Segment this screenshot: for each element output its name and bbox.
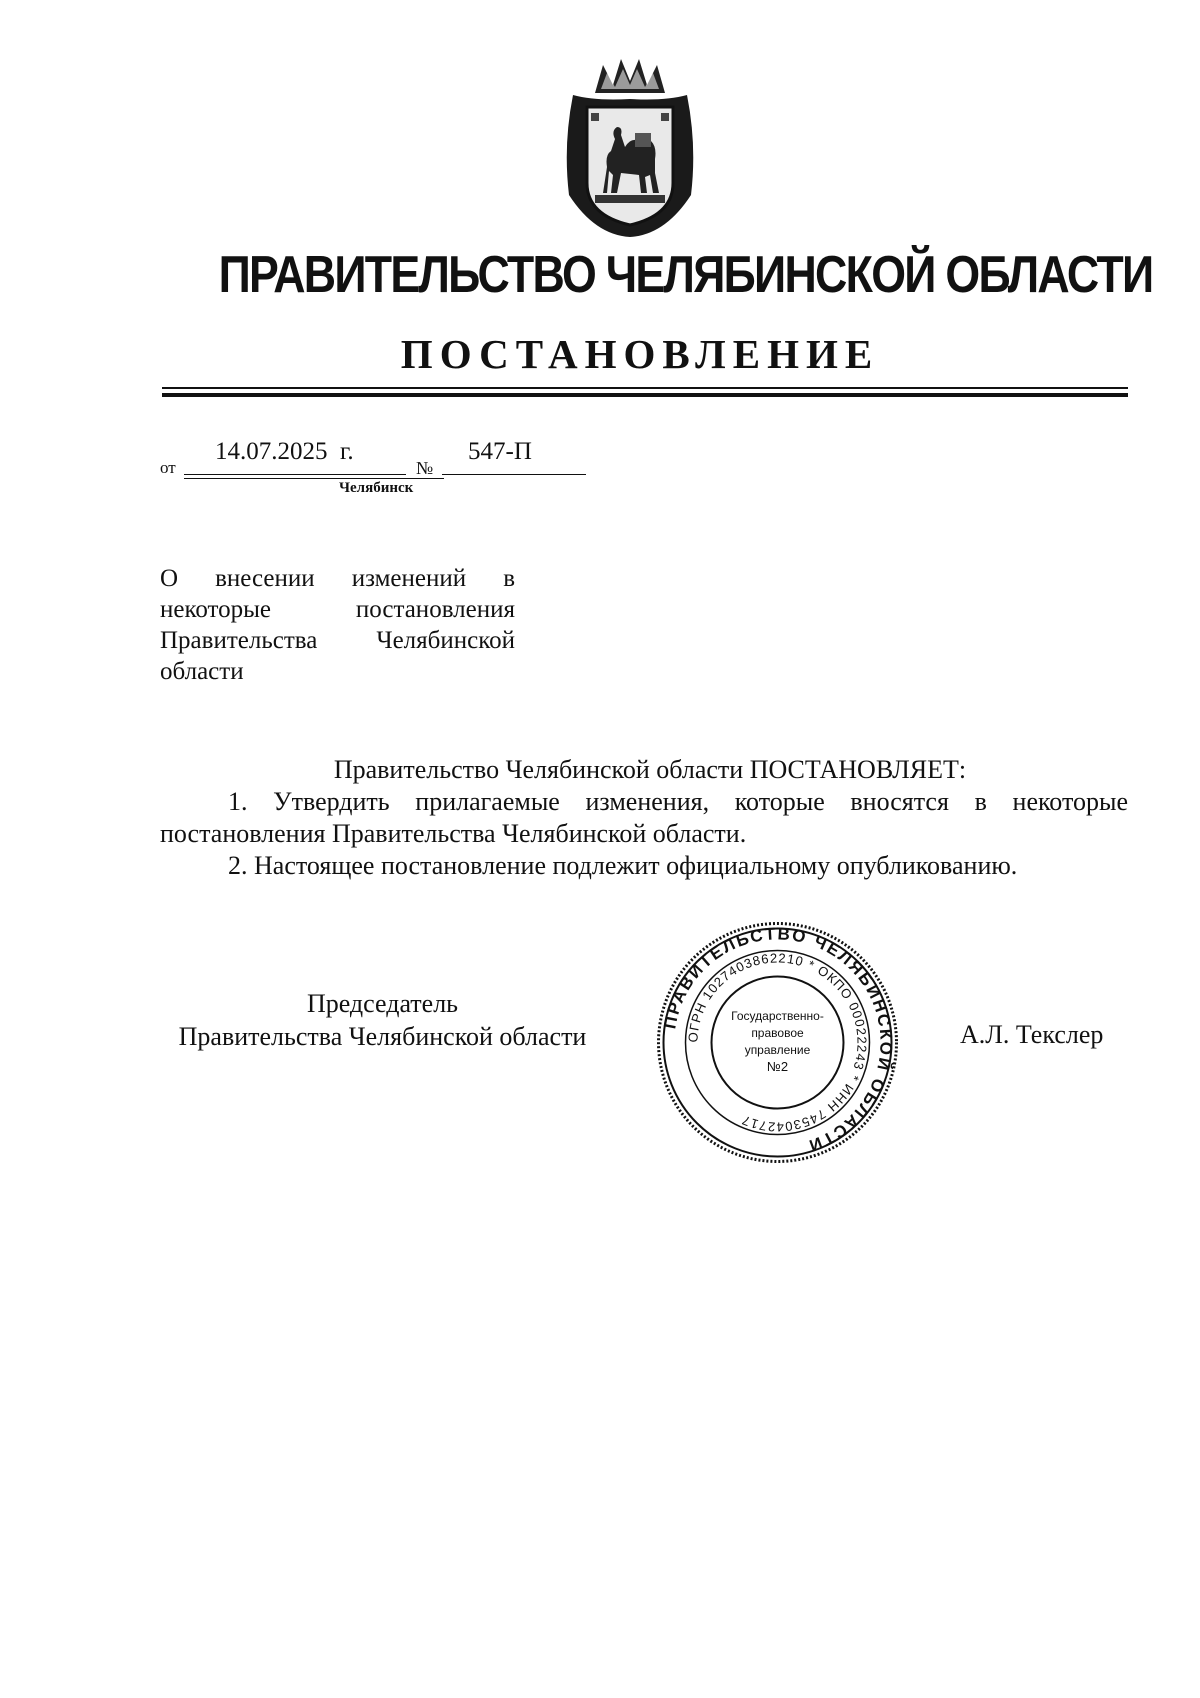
date-underline [184, 474, 406, 475]
signatory-role [160, 987, 605, 1053]
document-subject: О внесении изменений в некоторые постановления Правительства Челябинской области [160, 565, 515, 685]
document-body [160, 786, 1128, 882]
preamble: Правительство Челябинской области ПОСТАНОВЛЯЕТ: [333, 755, 967, 784]
document-type-title: ПОСТАНОВЛЕНИЕ [400, 331, 880, 377]
document-number: 547-П [468, 438, 532, 465]
signatory-name: А.Л. Текслер [960, 1020, 1104, 1049]
signatory-role-line: Правительства Челябинской области [178, 1022, 587, 1051]
signatory-role-line: Председатель [306, 989, 459, 1018]
svg-text:ПРАВИТЕЛЬСТВО ЧЕЛЯБИНСКОЙ ОБЛА: ПРАВИТЕЛЬСТВО ЧЕЛЯБИНСКОЙ ОБЛАСТИ [660, 924, 896, 1156]
header-rule-thin [162, 387, 1128, 389]
number-sign-label: № [416, 458, 434, 478]
svg-text:№2: №2 [766, 1059, 789, 1074]
official-seal-icon [655, 920, 900, 1165]
header-rule-thick [162, 393, 1128, 397]
organization-title: ПРАВИТЕЛЬСТВО ЧЕЛЯБИНСКОЙ ОБЛАСТИ [218, 246, 1153, 304]
city-underline [184, 478, 444, 479]
document-date: 14.07.2025 г. [215, 438, 354, 465]
body-item: 2. Настоящее постановление подлежит официальному опубликованию. [228, 851, 1018, 880]
city-label: Челябинск [339, 480, 414, 496]
svg-text:правовое: правовое [751, 1026, 804, 1040]
svg-text:ОГРН 1027403862210 * ОКПО 0002: ОГРН 1027403862210 * ОКПО 00022243 * ИНН 7453042717 [685, 950, 870, 1135]
body-item: 1. Утвердить прилагаемые изменения, которые вносятся в некоторые постановления Правительства Челябинской области. [160, 787, 1128, 848]
svg-text:Государственно-: Государственно- [731, 1009, 824, 1023]
svg-text:управление: управление [744, 1043, 811, 1057]
coat-of-arms-icon [555, 55, 705, 240]
number-underline [442, 474, 586, 475]
date-prefix-label: от [160, 458, 176, 477]
